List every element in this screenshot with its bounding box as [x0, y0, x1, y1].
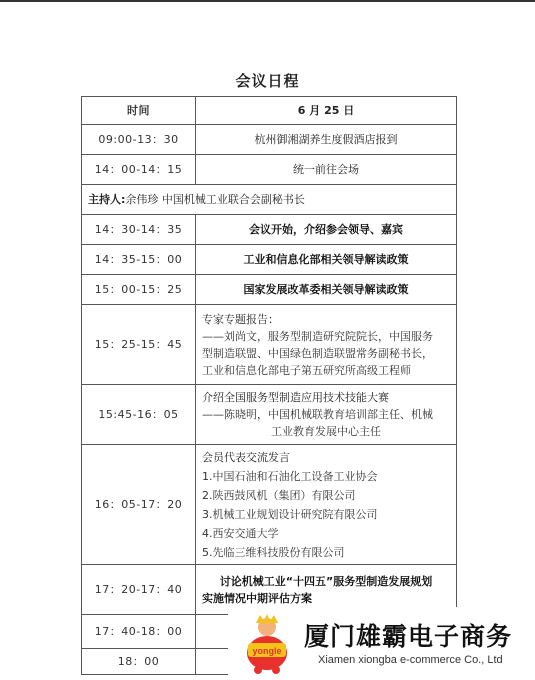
row-heading: 介绍全国服务型制造应用技术技能大赛 [202, 391, 389, 404]
top-rule [0, 0, 535, 2]
row-line: 实施情况中期评估方案 [202, 591, 312, 605]
header-date: 6 月 25 日 [196, 97, 457, 125]
row-time: 15:45-16：05 [82, 385, 196, 445]
row-text [196, 385, 457, 445]
row-line: ——刘尚文，服务型制造研究院院长，中国服务 [202, 329, 433, 343]
company-subtitle: Xiamen xiongba e-commerce Co., Ltd [318, 654, 503, 666]
schedule-table [81, 96, 457, 675]
table-row [82, 385, 457, 445]
row-time: 15：00-15：25 [82, 275, 196, 305]
row-line: 1.中国石油和石油化工设备工业协会 [202, 469, 378, 483]
host-value: 余伟珍 中国机械工业联合会副秘书长 [125, 193, 305, 206]
row-time: 14：35-15：00 [82, 245, 196, 275]
company-watermark [228, 607, 535, 680]
row-text [196, 445, 457, 565]
row-text: 杭州御湘湖养生度假酒店报到 [196, 125, 457, 155]
row-time: 09:00-13：30 [82, 125, 196, 155]
row-line: 工业和信息化部电子第五研究所高级工程师 [202, 363, 411, 377]
host-row [82, 185, 457, 215]
table-row [82, 215, 457, 245]
row-time: 18：00 [82, 649, 196, 675]
row-time: 17：40-18：00 [82, 615, 196, 649]
row-line: 2.陕西鼓风机（集团）有限公司 [202, 488, 356, 502]
mascot-badge-text: yongle [252, 646, 282, 656]
row-line: 工业教育发展中心主任 [271, 425, 381, 438]
table-row [82, 445, 457, 565]
host-cell [82, 185, 457, 215]
table-row [82, 275, 457, 305]
row-text: 国家发展改革委相关领导解读政策 [196, 275, 457, 305]
row-time: 14：00-14：15 [82, 155, 196, 185]
row-line: 5.先临三维科技股份有限公司 [202, 545, 345, 559]
host-label: 主持人: [88, 193, 126, 206]
row-time: 16：05-17：20 [82, 445, 196, 565]
row-heading: 专家专题报告： [202, 312, 279, 326]
page-title: 会议日程 [235, 72, 300, 90]
row-line: ——陈晓明，中国机械联教育培训部主任、机械 [202, 408, 433, 421]
row-text: 会议开始，介绍参会领导、嘉宾 [196, 215, 457, 245]
table-row [82, 125, 457, 155]
row-text: 工业和信息化部相关领导解读政策 [196, 245, 457, 275]
row-time: 14：30-14：35 [82, 215, 196, 245]
header-time: 时间 [82, 97, 196, 125]
table-header-row [82, 97, 457, 125]
row-line: 3.机械工业规划设计研究院有限公司 [202, 507, 378, 521]
row-line: 4.西安交通大学 [202, 526, 279, 540]
row-line: 型制造联盟、中国绿色制造联盟常务副秘书长， [202, 346, 433, 360]
row-time: 15：25-15：45 [82, 305, 196, 385]
row-text [196, 305, 457, 385]
row-heading: 会员代表交流发言 [202, 450, 290, 464]
row-line: 讨论机械工业“十四五”服务型制造发展规划 [219, 574, 433, 588]
table-row [82, 245, 457, 275]
company-name: 厦门雄霸电子商务 [304, 622, 513, 651]
table-row [82, 155, 457, 185]
row-text: 统一前往会场 [196, 155, 457, 185]
mascot-logo [236, 613, 298, 675]
table-row [82, 305, 457, 385]
row-time: 17：20-17：40 [82, 565, 196, 615]
